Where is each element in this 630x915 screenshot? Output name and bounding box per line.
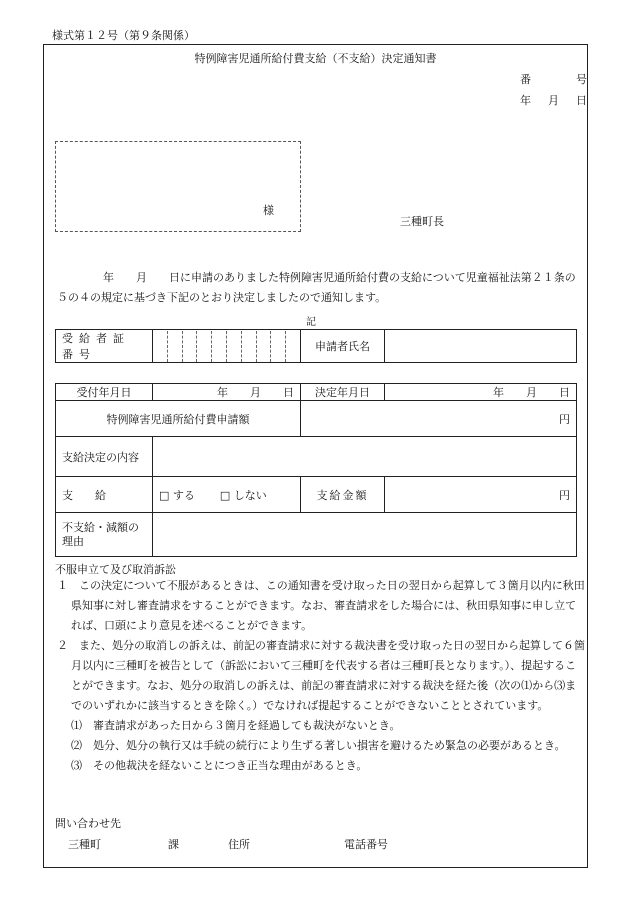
contact-town: 三種町 <box>68 838 101 851</box>
date-day: 日 <box>576 94 587 107</box>
document-number-line <box>520 71 587 87</box>
contact-heading: 問い合わせ先 <box>55 817 121 830</box>
form-number: 様式第１２号（第９条関係） <box>52 29 195 42</box>
sub-note-item: ⑴ 審査請求があった日から３箇月を経過しても裁決がないとき。 <box>71 719 401 732</box>
issuer-name: 三種町長 <box>400 215 444 228</box>
ki-heading: 記 <box>306 317 316 328</box>
payment-label: 支 給 <box>56 477 153 513</box>
recipient-honorific: 様 <box>263 204 274 217</box>
payment-amount-label: 支給金額 <box>301 477 385 513</box>
reason-field[interactable] <box>153 513 577 557</box>
recipient-table <box>55 329 577 363</box>
payment-yes-checkbox[interactable]: □ する <box>159 488 195 502</box>
payment-no-checkbox[interactable]: □ しない <box>219 488 267 502</box>
cert-number-field[interactable] <box>153 330 301 363</box>
document-title: 特例障害児通所給付費支給（不支給）決定通知書 <box>194 52 437 65</box>
number-suffix: 号 <box>576 73 587 86</box>
received-date-label: 受付年月日 <box>56 384 153 401</box>
appeal-heading: 不服申立て及び取消訴訟 <box>55 563 176 576</box>
note-item: １ この決定について不服があるときは、この通知書を受け取った日の翌日から起算して３箇月以内に秋田県知事に対し審査請求をすることができます。なお、審査請求をした場合には、秋田県知事に申し立てれば、口頭により意見を述べることができます。 <box>57 579 585 632</box>
sub-note-item: ⑶ その他裁決を経ないことにつき正当な理由があるとき。 <box>71 759 368 772</box>
reason-label: 不支給・減額の理由 <box>56 513 153 557</box>
payment-options <box>153 477 301 513</box>
decision-date-label: 決定年月日 <box>301 384 385 401</box>
date-year: 年 <box>520 94 531 107</box>
applicant-name-label: 申請者氏名 <box>301 330 385 363</box>
decision-content-field[interactable] <box>153 437 577 477</box>
decision-table <box>55 383 577 557</box>
contact-section: 課 <box>168 838 179 851</box>
received-date-field[interactable]: 年 月 日 <box>153 384 301 401</box>
note-item: ２ また、処分の取消しの訴えは、前記の審査請求に対する裁決書を受け取った日の翌日から起算して６箇月以内に三種町を被告として（訴訟において三種町を代表する者は三種町長となります。）、提起することができます。なお、処分の取消しの訴えは、前記の審査請求に対する裁決を経た後（次の⑴から⑶までのいずれかに該当するときを除く。）でなければ提起することができないこととされています。 <box>57 639 585 712</box>
payment-amount-field[interactable]: 円 <box>385 477 577 513</box>
claim-amount-field[interactable]: 円 <box>301 401 577 437</box>
cert-number-label: 受給者証番号 <box>56 330 153 363</box>
contact-address-label: 住所 <box>228 838 250 851</box>
applicant-name-field[interactable] <box>385 330 577 363</box>
number-label: 番 <box>520 73 531 86</box>
issue-date-line <box>520 92 587 108</box>
contact-phone-label: 電話番号 <box>344 838 388 851</box>
appeal-notes <box>57 576 587 776</box>
recipient-address-box <box>55 141 301 232</box>
decision-content-label: 支給決定の内容 <box>56 437 153 477</box>
sub-note-item: ⑵ 処分、処分の執行又は手続の続行により生ずる著しい損害を避けるため緊急の必要があるとき。 <box>71 739 566 752</box>
date-month: 月 <box>548 94 559 107</box>
decision-date-field[interactable]: 年 月 日 <box>385 384 577 401</box>
intro-paragraph: 年 月 日に申請のありました特例障害児通所給付費の支給について児童福祉法第２１条の５の４の規定に基づき下記のとおり決定しましたので通知します。 <box>57 271 576 304</box>
claim-amount-label: 特例障害児通所給付費申請額 <box>56 401 301 437</box>
